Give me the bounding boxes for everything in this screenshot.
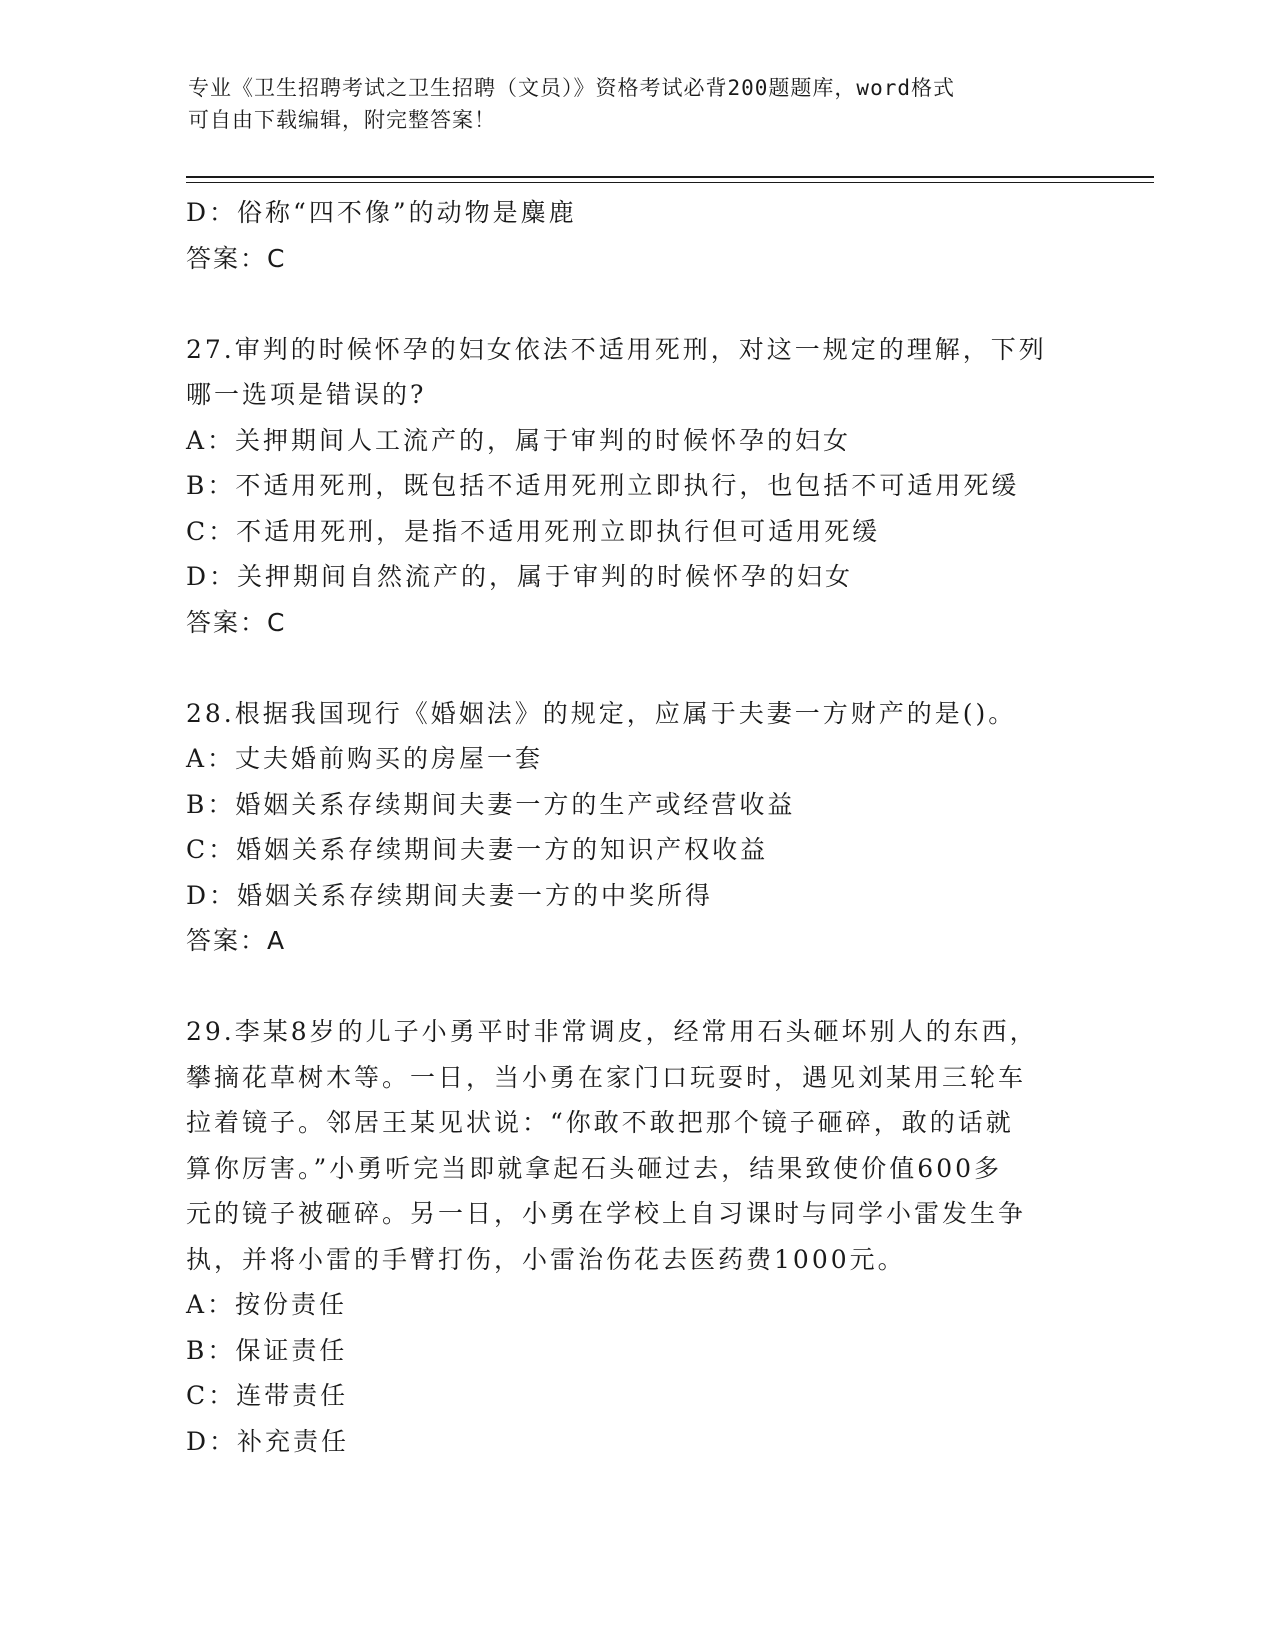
option-b: B：婚姻关系存续期间夫妻一方的生产或经营收益 <box>186 789 796 819</box>
question-28 <box>186 691 1086 964</box>
question-stem-line: 攀摘花草树木等。一日，当小勇在家门口玩耍时，遇见刘某用三轮车 <box>186 1062 1027 1092</box>
question-26-tail <box>186 190 1086 281</box>
question-content <box>186 190 1086 1464</box>
question-stem-line: 哪一选项是错误的? <box>186 380 427 409</box>
question-stem-line: 执，并将小雷的手臂打伤，小雷治伤花去医药费1000元。 <box>186 1244 906 1274</box>
option-a: A：丈夫婚前购买的房屋一套 <box>186 744 544 773</box>
option-d: D：婚姻关系存续期间夫妻一方的中奖所得 <box>186 880 714 910</box>
option-d: D：俗称“四不像”的动物是麋鹿 <box>186 198 577 227</box>
answer-line: 答案：A <box>186 926 287 955</box>
header-line-1: 专业《卫生招聘考试之卫生招聘（文员）》资格考试必背200题题库，word格式 <box>188 76 955 100</box>
question-stem-line: 算你厉害。”小勇听完当即就拿起石头砸过去，结果致使价值600多 <box>186 1153 1003 1183</box>
question-stem-line: 拉着镜子。邻居王某见状说：“你敢不敢把那个镜子砸碎，敢的话就 <box>186 1108 1014 1137</box>
question-stem-line: 28.根据我国现行《婚姻法》的规定，应属于夫妻一方财产的是()。 <box>186 698 1017 728</box>
answer-line: 答案：C <box>186 243 287 273</box>
option-d: D：补充责任 <box>186 1426 350 1456</box>
question-29 <box>186 1009 1086 1464</box>
header-line-2: 可自由下载编辑，附完整答案！ <box>188 108 496 132</box>
document-header <box>188 72 1068 136</box>
option-c: C：不适用死刑，是指不适用死刑立即执行但可适用死缓 <box>186 516 881 546</box>
header-divider-top <box>186 176 1154 178</box>
question-stem-line: 29.李某8岁的儿子小勇平时非常调皮，经常用石头砸坏别人的东西， <box>186 1017 1038 1046</box>
option-b: B：保证责任 <box>186 1335 348 1365</box>
question-stem-line: 27.审判的时候怀孕的妇女依法不适用死刑，对这一规定的理解，下列 <box>186 334 1047 364</box>
answer-line: 答案：C <box>186 607 287 637</box>
option-a: A：按份责任 <box>186 1290 348 1319</box>
question-stem-line: 元的镜子被砸碎。另一日，小勇在学校上自习课时与同学小雷发生争 <box>186 1199 1027 1228</box>
question-27 <box>186 327 1086 646</box>
option-d: D：关押期间自然流产的，属于审判的时候怀孕的妇女 <box>186 562 854 591</box>
option-b: B：不适用死刑，既包括不适用死刑立即执行，也包括不可适用死缓 <box>186 471 1020 500</box>
spacer <box>186 964 1086 1010</box>
header-divider-bottom <box>186 182 1154 183</box>
option-a: A：关押期间人工流产的，属于审判的时候怀孕的妇女 <box>186 425 852 455</box>
option-c: C：连带责任 <box>186 1381 349 1410</box>
option-c: C：婚姻关系存续期间夫妻一方的知识产权收益 <box>186 835 769 864</box>
spacer <box>186 281 1086 327</box>
spacer <box>186 645 1086 691</box>
